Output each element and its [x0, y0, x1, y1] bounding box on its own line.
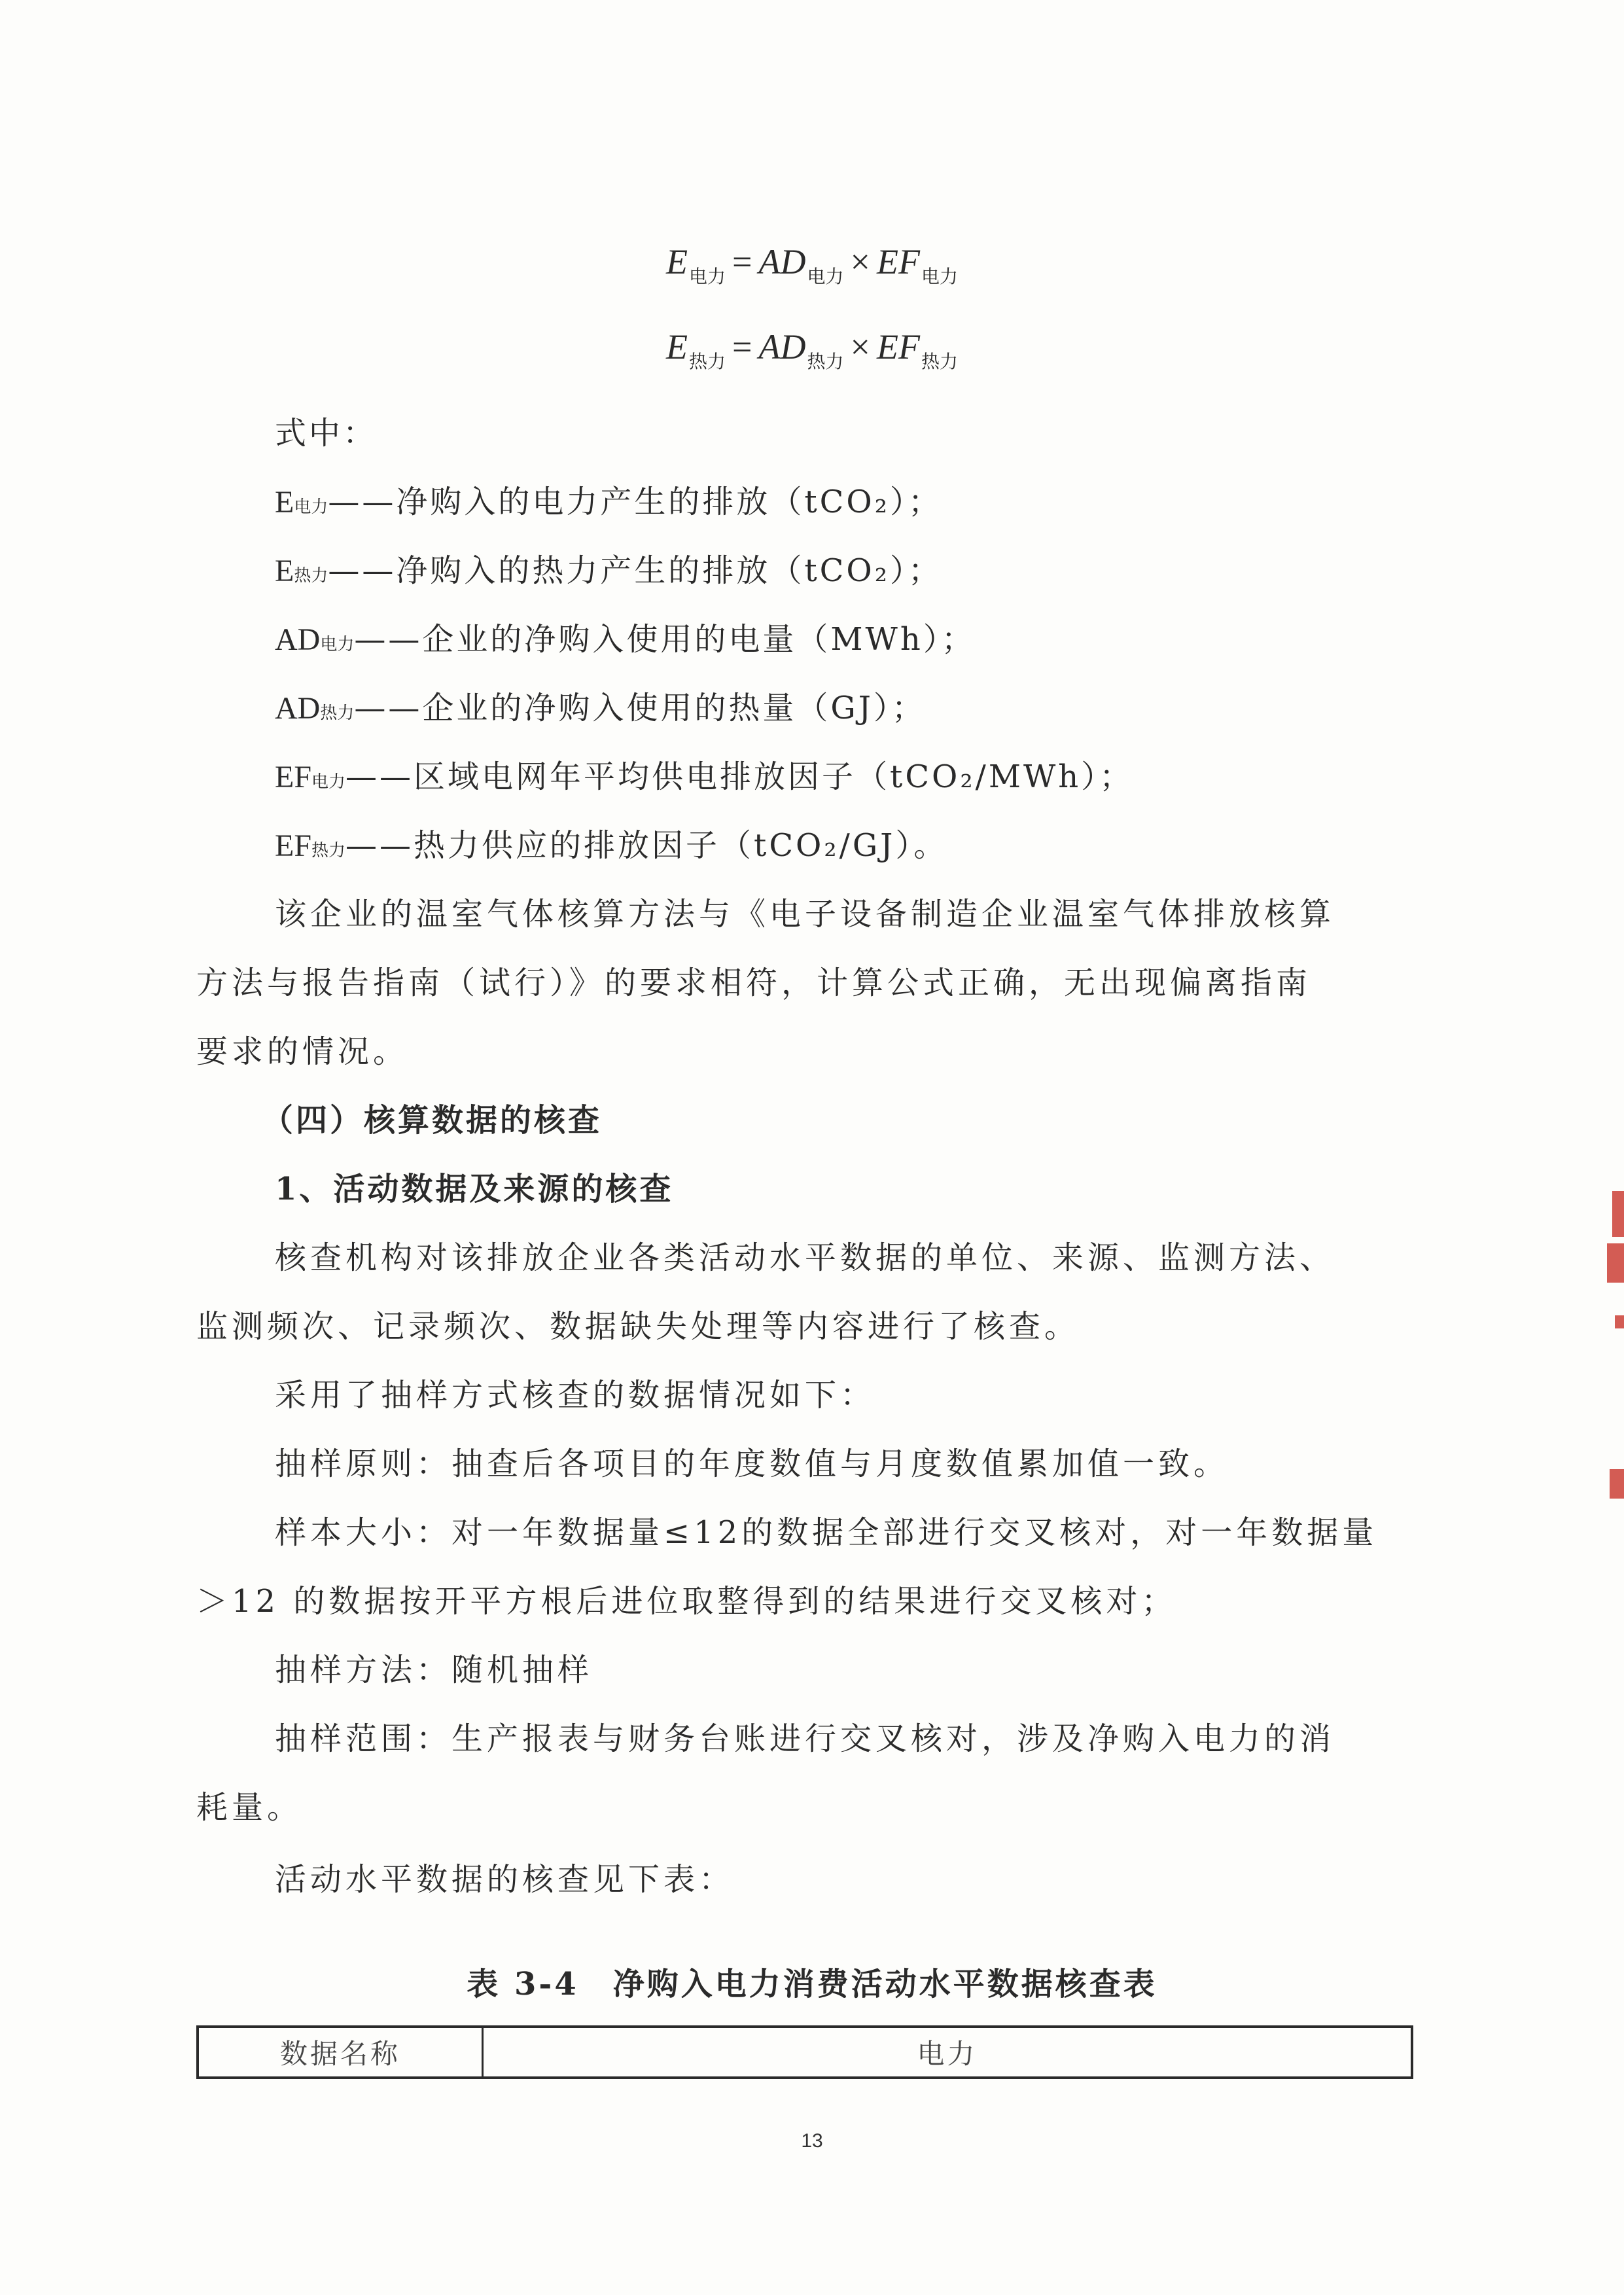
seal-mark	[1610, 1469, 1624, 1499]
definition-text: ——热力供应的排放因子（tCO₂/GJ）。	[345, 827, 948, 864]
definition-text: ——企业的净购入使用的电量（MWh）；	[354, 621, 976, 658]
definition-item	[275, 687, 926, 734]
paragraph-line: 该企业的温室气体核算方法与《电子设备制造企业温室气体排放核算	[275, 896, 1335, 933]
eq-subscript: 电力	[689, 267, 726, 287]
definition-item	[275, 550, 942, 597]
eq-operator: ×	[850, 242, 870, 281]
eq-symbol: AD	[758, 327, 806, 366]
eq-symbol: E	[666, 327, 688, 366]
eq-subscript: 电力	[921, 267, 958, 287]
table-header-label: 数据名称	[198, 2027, 483, 2078]
definition-symbol: E	[275, 485, 294, 520]
data-table	[196, 2025, 1413, 2079]
section-heading: （四）核算数据的核查	[262, 1102, 603, 1139]
paragraph-line: 抽样范围：生产报表与财务台账进行交叉核对，涉及净购入电力的消	[275, 1720, 1335, 1757]
eq-symbol: AD	[758, 242, 806, 281]
eq-subscript: 热力	[921, 352, 958, 372]
where-label: 式中：	[275, 415, 378, 452]
eq-operator: =	[732, 327, 752, 366]
paragraph-line: 要求的情况。	[196, 1033, 409, 1070]
paragraph-line: ＞12 的数据按开平方根后进位取整得到的结果进行交叉核对；	[196, 1583, 1177, 1620]
table-header-value: 电力	[483, 2027, 1413, 2078]
page-number: 13	[801, 2130, 823, 2152]
definition-symbol: AD	[275, 691, 321, 726]
definition-item	[275, 825, 947, 872]
seal-mark	[1612, 1191, 1624, 1237]
definition-symbol: AD	[275, 622, 321, 657]
definition-subscript: 热力	[311, 841, 346, 861]
definition-subscript: 电力	[311, 772, 346, 792]
definition-symbol: E	[275, 554, 294, 588]
definition-item	[275, 618, 976, 666]
definition-subscript: 热力	[320, 703, 355, 723]
definition-symbol: EF	[275, 828, 312, 863]
eq-symbol: EF	[876, 242, 920, 281]
paragraph-line: 耗量。	[196, 1789, 303, 1826]
equation-electricity	[0, 236, 1624, 294]
sampling-method: 抽样方法：随机抽样	[275, 1652, 593, 1688]
table-row	[198, 2027, 1412, 2078]
seal-mark	[1607, 1243, 1624, 1283]
definition-text: ——净购入的电力产生的排放（tCO₂）；	[328, 484, 942, 520]
sampling-principle: 抽样原则：抽查后各项目的年度数值与月度数值累加值一致。	[275, 1446, 1229, 1482]
eq-symbol: EF	[876, 327, 920, 366]
eq-subscript: 热力	[807, 352, 844, 372]
paragraph-line: 核查机构对该排放企业各类活动水平数据的单位、来源、监测方法、	[275, 1239, 1335, 1276]
definition-item	[275, 481, 942, 528]
table-caption: 表 3-4 净购入电力消费活动水平数据核查表	[467, 1966, 1157, 2002]
paragraph-line: 监测频次、记录频次、数据缺失处理等内容进行了核查。	[196, 1308, 1080, 1345]
eq-subscript: 电力	[807, 267, 844, 287]
definition-subscript: 热力	[294, 566, 328, 586]
paragraph-line: 样本大小：对一年数据量≤12的数据全部进行交叉核对，对一年数据量	[275, 1514, 1378, 1551]
eq-subscript: 热力	[689, 352, 726, 372]
definition-text: ——区域电网年平均供电排放因子（tCO₂/MWh）；	[345, 758, 1134, 795]
definition-subscript: 电力	[294, 497, 328, 517]
paragraph-line: 方法与报告指南（试行）》的要求相符，计算公式正确，无出现偏离指南	[196, 965, 1312, 1001]
seal-mark	[1615, 1315, 1624, 1328]
definition-symbol: EF	[275, 760, 312, 794]
eq-operator: ×	[850, 327, 870, 366]
definition-text: ——净购入的热力产生的排放（tCO₂）；	[328, 552, 942, 589]
definition-item	[275, 756, 1133, 803]
table-intro: 活动水平数据的核查见下表：	[275, 1861, 735, 1898]
subsection-heading: 1、活动数据及来源的核查	[275, 1171, 674, 1207]
eq-operator: =	[732, 242, 752, 281]
eq-symbol: E	[666, 242, 688, 281]
definition-subscript: 电力	[320, 635, 355, 654]
definition-text: ——企业的净购入使用的热量（GJ）；	[354, 690, 926, 726]
sampling-intro: 采用了抽样方式核查的数据情况如下：	[275, 1377, 876, 1414]
equation-heat	[0, 321, 1624, 380]
